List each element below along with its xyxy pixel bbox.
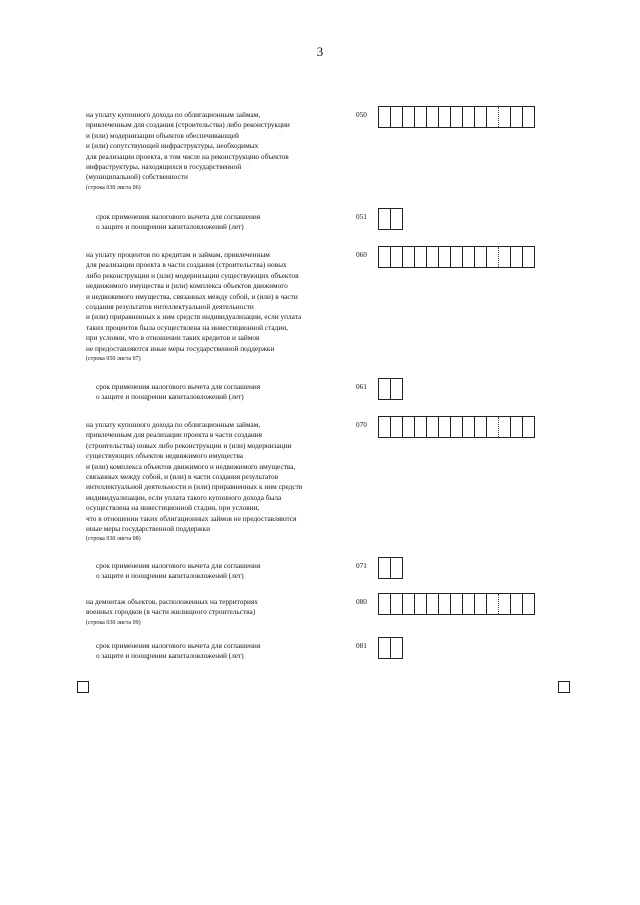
char-cell[interactable]: [379, 379, 391, 399]
corner-marker-left: [77, 681, 89, 693]
char-cell[interactable]: [499, 107, 511, 127]
char-cell[interactable]: [439, 107, 451, 127]
char-cell[interactable]: [379, 638, 391, 658]
char-cell[interactable]: [463, 247, 475, 267]
value-cells[interactable]: [378, 593, 535, 615]
char-cell[interactable]: [391, 247, 403, 267]
char-cell[interactable]: [427, 594, 439, 614]
char-cell[interactable]: [475, 247, 487, 267]
desc-line: при условии, что в отношении таких кредитов и займов: [86, 333, 260, 343]
years-cells[interactable]: [378, 378, 403, 400]
char-cell[interactable]: [415, 417, 427, 437]
desc-line: таких процентов была осуществлена на инвестиционной стадии,: [86, 322, 288, 332]
char-cell[interactable]: [403, 247, 415, 267]
value-cells[interactable]: [378, 246, 535, 268]
desc-line: существующих объектов недвижимого имущества: [86, 451, 244, 461]
char-cell[interactable]: [427, 247, 439, 267]
char-cell[interactable]: [499, 417, 511, 437]
desc-line: о защите и поощрении капиталовложений (лет): [96, 392, 244, 402]
char-cell[interactable]: [379, 558, 391, 578]
char-cell[interactable]: [439, 247, 451, 267]
source-note: (строка 050 листа 07): [86, 356, 141, 363]
section-description: [96, 212, 358, 233]
desc-line: что в отношении таких облигационных займов не предоставляются: [86, 513, 297, 523]
char-cell[interactable]: [523, 594, 535, 614]
line-code: 070: [356, 420, 367, 429]
char-cell[interactable]: [379, 107, 391, 127]
char-cell[interactable]: [451, 107, 463, 127]
char-cell[interactable]: [415, 594, 427, 614]
section-description: [86, 420, 348, 545]
desc-line: на демонтаж объектов, расположенных на территориях: [86, 597, 258, 606]
value-cells[interactable]: [378, 416, 535, 438]
source-note: (строка 030 листа 08): [86, 536, 141, 543]
char-cell[interactable]: [523, 417, 535, 437]
char-cell[interactable]: [523, 107, 535, 127]
desc-line: срок применения налогового вычета для соглашения: [96, 561, 261, 570]
line-code: 050: [356, 110, 367, 119]
years-cells[interactable]: [378, 637, 403, 659]
char-cell[interactable]: [475, 107, 487, 127]
char-cell[interactable]: [415, 247, 427, 267]
char-cell[interactable]: [475, 417, 487, 437]
char-cell[interactable]: [463, 594, 475, 614]
section-description: [96, 641, 358, 662]
desc-line: (муниципальной) собственности: [86, 172, 188, 182]
char-cell[interactable]: [403, 417, 415, 437]
char-cell[interactable]: [499, 594, 511, 614]
desc-line: на уплату купонного дохода по облигационным займам,: [86, 420, 261, 429]
char-cell[interactable]: [475, 594, 487, 614]
char-cell[interactable]: [511, 107, 523, 127]
char-cell[interactable]: [499, 247, 511, 267]
char-cell[interactable]: [403, 594, 415, 614]
desc-line: интеллектуальной деятельности и (или) приравненных к ним средств: [86, 482, 303, 492]
desc-line: связанных между собой, и (или) в части создания результатов: [86, 472, 279, 482]
char-cell[interactable]: [379, 209, 391, 229]
char-cell[interactable]: [391, 107, 403, 127]
line-code: 061: [356, 382, 367, 391]
char-cell[interactable]: [487, 594, 499, 614]
char-cell[interactable]: [391, 209, 403, 229]
desc-line: индивидуализации, если уплата такого купонного дохода была: [86, 492, 282, 502]
corner-marker-right: [558, 681, 570, 693]
desc-line: и недвижимого имущества, связанных между собой, и (или) в части: [86, 291, 298, 301]
desc-line: привлеченным для создания (строительства) либо реконструкции: [86, 120, 290, 130]
char-cell[interactable]: [511, 247, 523, 267]
line-code: 081: [356, 641, 367, 650]
char-cell[interactable]: [439, 417, 451, 437]
char-cell[interactable]: [391, 638, 403, 658]
char-cell[interactable]: [391, 558, 403, 578]
desc-line: о защите и поощрении капиталовложений (лет): [96, 651, 244, 661]
desc-line: срок применения налогового вычета для соглашения: [96, 641, 261, 650]
desc-line: и (или) сопутствующей инфраструктуры, необходимых: [86, 141, 259, 151]
desc-line: о защите и поощрении капиталовложений (лет): [96, 222, 244, 232]
desc-line: недвижимого имущества и (или) комплекса объектов движимого: [86, 281, 288, 291]
char-cell[interactable]: [403, 107, 415, 127]
char-cell[interactable]: [379, 247, 391, 267]
desc-line: на уплату процентов по кредитам и займам, привлеченным: [86, 250, 270, 259]
char-cell[interactable]: [391, 594, 403, 614]
value-cells[interactable]: [378, 106, 535, 128]
char-cell[interactable]: [487, 247, 499, 267]
desc-line: о защите и поощрении капиталовложений (лет): [96, 571, 244, 581]
char-cell[interactable]: [463, 417, 475, 437]
source-note: (строка 030 листа 06): [86, 184, 141, 191]
section-description: [96, 561, 358, 582]
line-code: 071: [356, 561, 367, 570]
char-cell[interactable]: [511, 594, 523, 614]
char-cell[interactable]: [439, 594, 451, 614]
desc-line: осуществлена на инвестиционной стадии, при условии,: [86, 503, 260, 513]
line-code: 051: [356, 212, 367, 221]
desc-line: и (или) модернизации объектов обеспечивающей: [86, 130, 239, 140]
years-cells[interactable]: [378, 557, 403, 579]
char-cell[interactable]: [379, 594, 391, 614]
char-cell[interactable]: [415, 107, 427, 127]
desc-line: на уплату купонного дохода по облигационным займам,: [86, 110, 261, 119]
char-cell[interactable]: [487, 417, 499, 437]
page-number: 3: [316, 44, 324, 59]
desc-line: либо реконструкции и (или) модернизации существующих объектов: [86, 270, 299, 280]
desc-line: срок применения налогового вычета для соглашения: [96, 382, 261, 391]
desc-line: и (или) комплекса объектов движимого и недвижимого имущества,: [86, 461, 296, 471]
char-cell[interactable]: [463, 107, 475, 127]
char-cell[interactable]: [379, 417, 391, 437]
line-code: 060: [356, 250, 367, 259]
char-cell[interactable]: [391, 417, 403, 437]
char-cell[interactable]: [427, 417, 439, 437]
desc-line: для реализации проекта в части создания (строительства) новых: [86, 260, 287, 270]
section-description: [96, 382, 358, 403]
line-code: 080: [356, 597, 367, 606]
char-cell[interactable]: [451, 247, 463, 267]
desc-line: срок применения налогового вычета для соглашения: [96, 212, 261, 221]
years-cells[interactable]: [378, 208, 403, 230]
char-cell[interactable]: [451, 594, 463, 614]
desc-line: привлеченным для реализации проекта в части создания: [86, 430, 262, 440]
char-cell[interactable]: [427, 107, 439, 127]
desc-line: для реализации проекта, в том числе на реконструкцию объектов: [86, 151, 289, 161]
desc-line: создания результатов интеллектуальной деятельности: [86, 302, 254, 312]
char-cell[interactable]: [451, 417, 463, 437]
section-description: [86, 597, 348, 628]
desc-line: военных городков (в части жилищного строительства): [86, 607, 256, 617]
source-note: (строка 030 листа 09): [86, 619, 141, 626]
desc-line: (строительства) новых либо реконструкции и (или) модернизации: [86, 440, 292, 450]
char-cell[interactable]: [487, 107, 499, 127]
desc-line: инфраструктуры, находящихся в государственной: [86, 162, 242, 172]
desc-line: и (или) приравненных к ним средств индивидуализации, если уплата: [86, 312, 302, 322]
char-cell[interactable]: [523, 247, 535, 267]
section-description: [86, 250, 348, 364]
section-description: [86, 110, 348, 193]
desc-line: не предоставляются иные меры государственной поддержки: [86, 343, 275, 353]
desc-line: иные меры государственной поддержки: [86, 524, 210, 534]
char-cell[interactable]: [511, 417, 523, 437]
char-cell[interactable]: [391, 379, 403, 399]
